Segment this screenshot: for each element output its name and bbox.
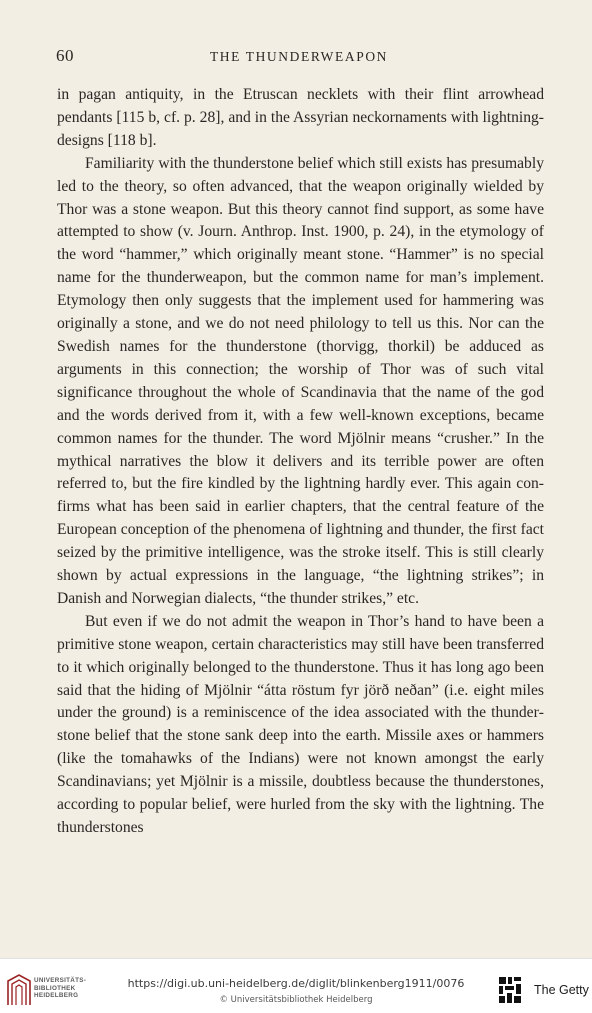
- page-header: [56, 44, 542, 68]
- source-url-link[interactable]: https://digi.ub.uni-heidelberg.de/diglit/blinkenberg1911/0076: [127, 977, 465, 990]
- paragraph: in pagan antiquity, in the Etruscan necklets with their flint arrowhead pendants [115 b, cf. p. 28], and in the Assyrian neckornaments with lightning-designs [118 b].: [57, 86, 544, 149]
- page-number: 60: [56, 46, 74, 65]
- paragraph: Familiarity with the thunderstone belief which still exists has presumably led to the theory, so often advanced, that the weapon originally wielded by Thor was a stone weapon. But this theory cannot find support, as some have attempted to show (v. Journ. Anthrop. Inst. 1900, p. 24), in the etymology of the word “hammer,” which originally meant stone. “Hammer” is no special name for the thunderweapon, but the common name for man’s implement. Etymology then only suggests that the implement used for hammering was originally a stone, and we do not need philology to tell us this. Nor can the Swedish names for the thunderstone (thorvigg, thorkil) be adduced as arguments in this connection; the worship of Thor was of such vital significance throughout the whole of Scandinavia that the name of the god and the words derived from it, with a few well-known exceptions, became common names for the thunder. The word Mjölnir means “crusher.” In the mythical narratives the blow it delivers and its terrible power are often referred to, but the fire kindled by the lightning hardly ever. This again confirms what has been said in earlier chapters, that the central feature of the European conception of the phenomena of lightning and thunder, the first fact seized by the primitive intelligence, was the stroke itself. This is still clearly shown by actual expressions in the language, “the lightning strikes”; in Danish and Norwegian dialects, “the thunder strikes,” etc.: [57, 154, 544, 607]
- getty-logo-icon: [497, 975, 523, 1005]
- university-library-name: UNIVERSITÄTS- BIBLIOTHEK HEIDELBERG: [34, 977, 87, 999]
- body-text: [57, 84, 544, 840]
- running-head: THE THUNDERWEAPON: [209, 49, 389, 64]
- viewer-footer: [0, 958, 592, 1013]
- getty-name: The Getty: [534, 983, 589, 997]
- copyright-notice: © Universitätsbibliothek Heidelberg: [219, 995, 373, 1005]
- paragraph: But even if we do not admit the weapon in Thor’s hand to have been a primitive stone weapon, certain characteristics may still have been transferred to it which originally belonged to the thunderstone. Thus it has long ago been said that the hiding of Mjölnir “átta röstum fyr jörð neðan” (i.e. eight miles under the ground) is a reminiscence of the idea associated with the thunderstone belief that the stone sank deep into the earth. Missile axes or hammers (like the tomahawks of the Indians) were not known amongst the early Scandinavians; yet Mjölnir is a missile, doubtless because the thunderstones, according to popular belief, were hurled from the sky with the lightning. The thunderstones: [57, 612, 544, 836]
